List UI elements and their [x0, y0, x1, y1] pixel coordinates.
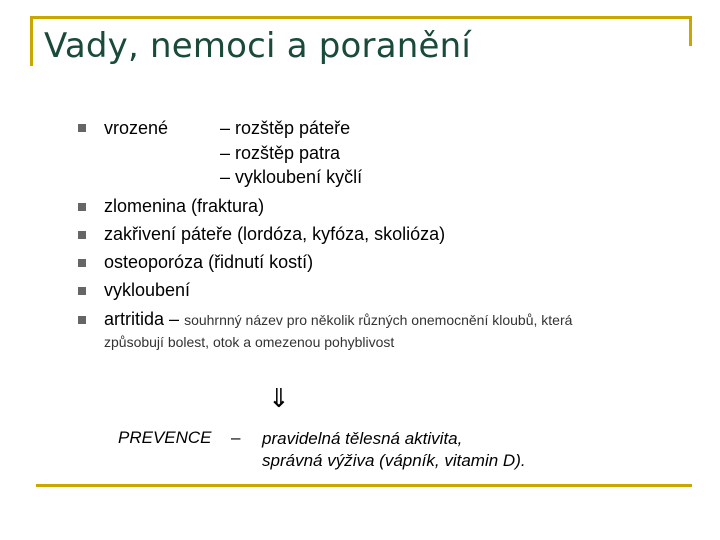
prevention-label: PREVENCE: [118, 428, 212, 447]
list-item-vykloubeni: vykloubení: [104, 280, 191, 300]
prevention-line-1: pravidelná tělesná aktivita,: [262, 429, 463, 448]
bullet-square-icon: [78, 259, 86, 267]
prevention-line-2: správná výživa (vápník, vitamin D).: [262, 451, 526, 470]
slide-title: Vady, nemoci a poranění: [44, 26, 472, 66]
left-frame-line: [30, 16, 33, 66]
top-frame-line: [30, 16, 692, 19]
bottom-divider: [36, 484, 692, 487]
list-item-vrozene-subitem: – rozštěp páteře: [220, 118, 351, 138]
list-item-zakriveni: zakřivení páteře (lordóza, kyfóza, skolióza): [104, 224, 446, 244]
artritida-description-cont: způsobují bolest, otok a omezenou pohyblivost: [104, 334, 395, 350]
bullet-square-icon: [78, 124, 86, 132]
artritida-description: souhrnný název pro několik různých onemocnění kloubů, která: [184, 312, 573, 328]
bullet-square-icon: [78, 203, 86, 211]
list-item-vrozene-label: vrozené: [104, 118, 169, 138]
list-item-osteoporoza: osteoporóza (řidnutí kostí): [104, 252, 314, 272]
prevention-text: [262, 428, 526, 472]
list-item-zlomenina: zlomenina (fraktura): [104, 196, 265, 216]
bullet-square-icon: [78, 231, 86, 239]
double-down-arrow-icon: ⇓: [268, 384, 290, 414]
artritida-term: artritida –: [104, 309, 180, 329]
list-item-artritida: [104, 308, 572, 331]
list-item-vrozene-subitem: – vykloubení kyčlí: [220, 167, 363, 187]
bullet-square-icon: [78, 316, 86, 324]
right-frame-line: [689, 16, 692, 46]
prevention-dash: –: [231, 428, 241, 447]
list-item-vrozene-subitem: – rozštěp patra: [220, 143, 341, 163]
bullet-square-icon: [78, 287, 86, 295]
